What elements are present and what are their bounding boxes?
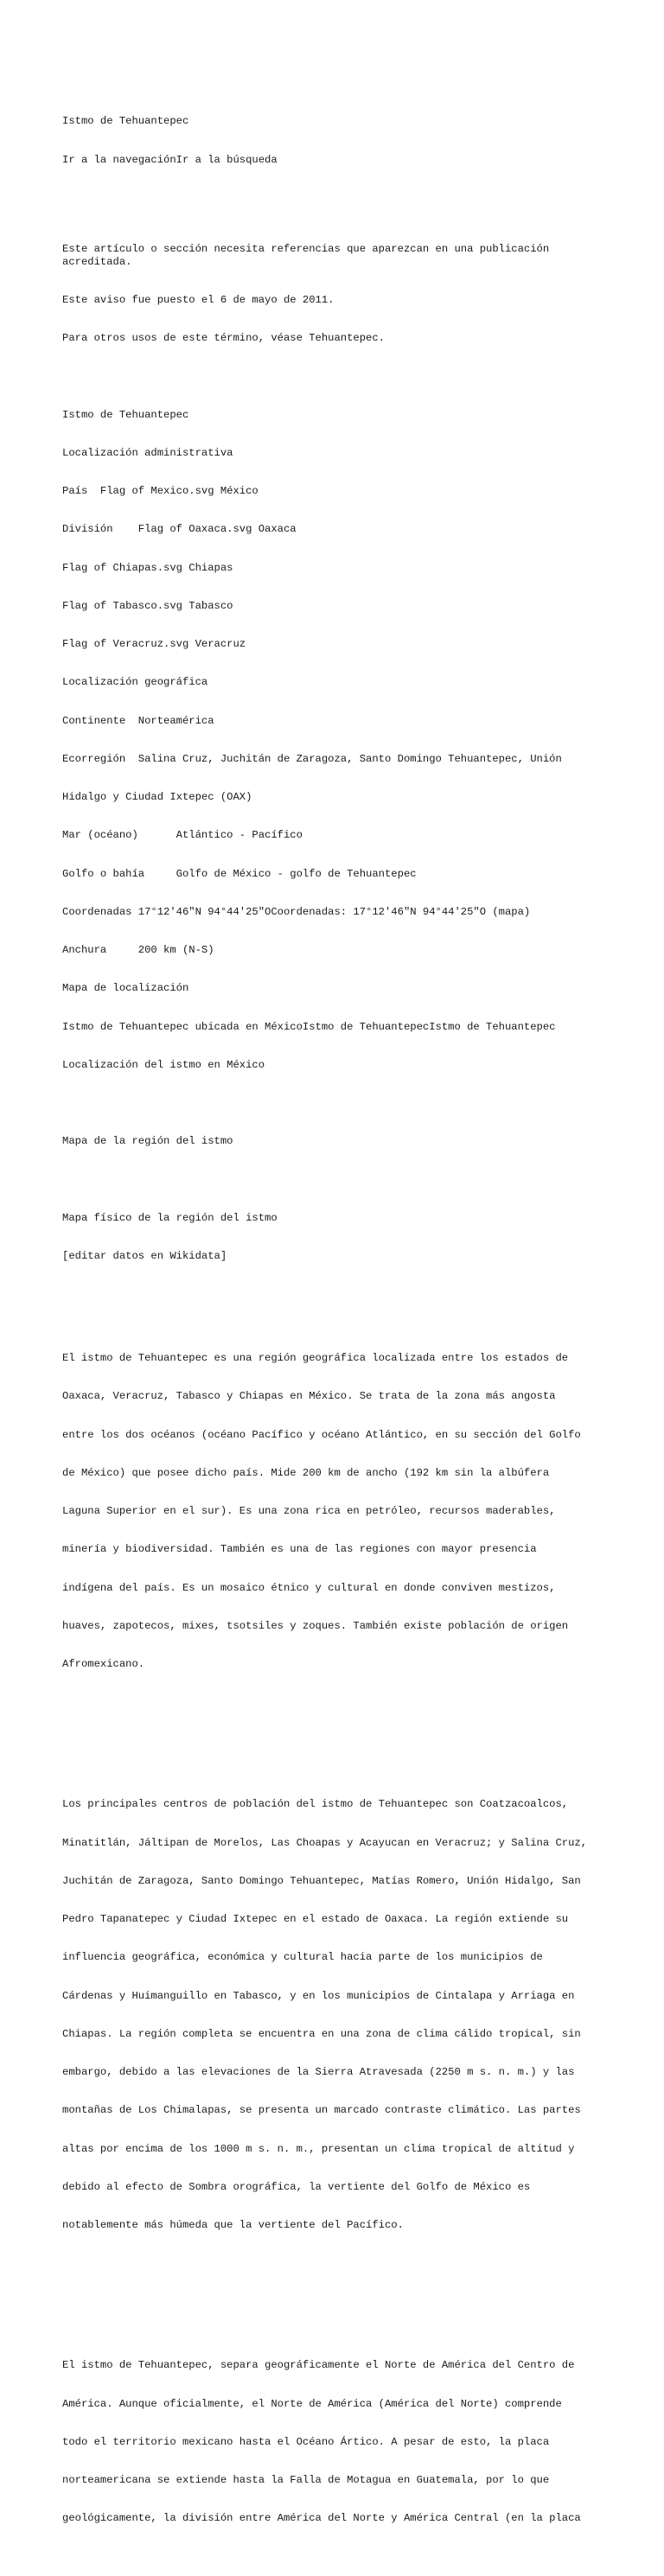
article-paragraph-2 <box>62 1773 659 2258</box>
map-caption: Mapa de la región del istmo <box>62 1135 233 1148</box>
document-page <box>62 77 659 2576</box>
infobox-line: Flag of Chiapas.svg Chiapas <box>62 561 233 574</box>
coordinates-line[interactable]: Coordenadas 17°12′46″N 94°44′25″OCoordenadas: 17°12′46″N 94°44′25″O (mapa) <box>62 905 531 918</box>
infobox-line: Mar (océano) Atlántico - Pacífico <box>62 829 303 842</box>
notice-date: Este aviso fue puesto el 6 de mayo de 2011. <box>62 293 335 306</box>
text-line: Juchitán de Zaragoza, Santo Domingo Tehuantepec, Matías Romero, Unión Hidalgo, San <box>62 1874 581 1887</box>
text-line: indígena del país. Es un mosaico étnico y cultural en donde conviven mestizos, <box>62 1581 556 1594</box>
text-line: todo el territorio mexicano hasta el Océano Ártico. A pesar de esto, la placa <box>62 2435 550 2448</box>
page-title: Istmo de Tehuantepec <box>62 115 189 128</box>
infobox-line: Localización geográfica <box>62 676 208 689</box>
infobox-line: Hidalgo y Ciudad Ixtepec (OAX) <box>62 791 252 803</box>
text-line: Pedro Tapanatepec y Ciudad Ixtepec en el estado de Oaxaca. La región extiende su <box>62 1913 569 1925</box>
text-line: altas por encima de los 1000 m s. n. m., presentan un clima tropical de altitud y <box>62 2142 575 2155</box>
text-line: notablemente más húmeda que la vertiente del Pacífico. <box>62 2219 404 2231</box>
text-line: Chiapas. La región completa se encuentra en una zona de clima cálido tropical, sin <box>62 2027 581 2040</box>
text-line: minería y biodiversidad. También es una de las regiones con mayor presencia <box>62 1543 537 1556</box>
text-line: Oaxaca, Veracruz, Tabasco y Chiapas en México. Se trata de la zona más angosta <box>62 1390 556 1403</box>
physical-map-caption: Mapa físico de la región del istmo <box>62 1211 278 1224</box>
text-line: influencia geográfica, económica y cultural hacia parte de los municipios de <box>62 1951 543 1964</box>
text-line: debido al efecto de Sombra orográfica, la vertiente del Golfo de México es <box>62 2180 531 2193</box>
text-line: montañas de Los Chimalapas, se presenta un marcado contraste climático. Las partes <box>62 2104 581 2117</box>
infobox-line: País Flag of Mexico.svg México <box>62 485 259 497</box>
text-line: Los principales centros de población del istmo de Tehuantepec son Coatzacoalcos, <box>62 1798 569 1811</box>
text-line: geológicamente, la división entre América del Norte y América Central (en la placa <box>62 2512 581 2525</box>
spacer <box>62 2283 659 2296</box>
spacer <box>62 1722 659 1735</box>
text-line: huaves, zapotecos, mixes, tsotsiles y zoques. También existe población de origen <box>62 1619 569 1632</box>
text-line: América. Aunque oficialmente, el Norte de América (América del Norte) comprende <box>62 2397 562 2410</box>
spacer <box>62 192 659 205</box>
notice-text: Este artículo o sección necesita referencias que aparezcan en una publicación acreditada. <box>62 242 550 268</box>
infobox-line: Ecorregión Salina Cruz, Juchitán de Zaragoza, Santo Domingo Tehuantepec, Unión <box>62 752 562 765</box>
infobox-line: Continente Norteamérica <box>62 714 214 727</box>
text-line: El istmo de Tehuantepec, separa geográficamente el Norte de América del Centro de <box>62 2359 575 2372</box>
text-line: El istmo de Tehuantepec es una región geográfica localizada entre los estados de <box>62 1352 569 1364</box>
infobox-line: Golfo o bahía Golfo de México - golfo de Tehuantepec <box>62 867 417 880</box>
infobox-line: Istmo de Tehuantepec <box>62 408 189 421</box>
infobox-line: Anchura 200 km (N-S) <box>62 944 214 956</box>
text-line: de México) que posee dicho país. Mide 200 km de ancho (192 km sin la albúfera <box>62 1466 550 1479</box>
text-line: Laguna Superior en el sur). Es una zona rica en petróleo, recursos maderables, <box>62 1505 556 1517</box>
infobox-line: Istmo de Tehuantepec ubicada en MéxicoIstmo de TehuantepecIstmo de Tehuantepec <box>62 1020 556 1033</box>
article-paragraph-3 <box>62 2334 659 2551</box>
text-line: entre los dos océanos (océano Pacífico y océano Atlántico, en su sección del Golfo <box>62 1428 581 1441</box>
spacer <box>62 1097 659 1110</box>
infobox-line: Mapa de localización <box>62 982 189 995</box>
infobox-line: Flag of Tabasco.svg Tabasco <box>62 599 233 612</box>
skip-navigation-links[interactable]: Ir a la navegaciónIr a la búsqueda <box>62 153 278 166</box>
text-line: Cárdenas y Huimanguillo en Tabasco, y en los municipios de Cintalapa y Arriaga en <box>62 1989 575 2002</box>
text-line: Minatitlán, Jáltipan de Morelos, Las Choapas y Acayucan en Veracruz; y Salina Cruz, <box>62 1836 588 1849</box>
disambiguation-note: Para otros usos de este término, véase Tehuantepec. <box>62 332 385 344</box>
infobox <box>62 383 659 1288</box>
infobox-line: División Flag of Oaxaca.svg Oaxaca <box>62 523 297 536</box>
text-line: norteamericana se extiende hasta la Falla de Motagua en Guatemala, por lo que <box>62 2474 550 2486</box>
edit-wikidata-link[interactable]: [editar datos en Wikidata] <box>62 1250 227 1262</box>
article-paragraph-1 <box>62 1327 659 1697</box>
infobox-line: Flag of Veracruz.svg Veracruz <box>62 638 246 650</box>
infobox-line: Localización del istmo en México <box>62 1058 265 1071</box>
text-line: Afromexicano. <box>62 1658 145 1670</box>
infobox-line: Localización administrativa <box>62 446 233 459</box>
spacer <box>62 1174 659 1187</box>
text-line: embargo, debido a las elevaciones de la Sierra Atravesada (2250 m s. n. m.) y las <box>62 2066 575 2078</box>
